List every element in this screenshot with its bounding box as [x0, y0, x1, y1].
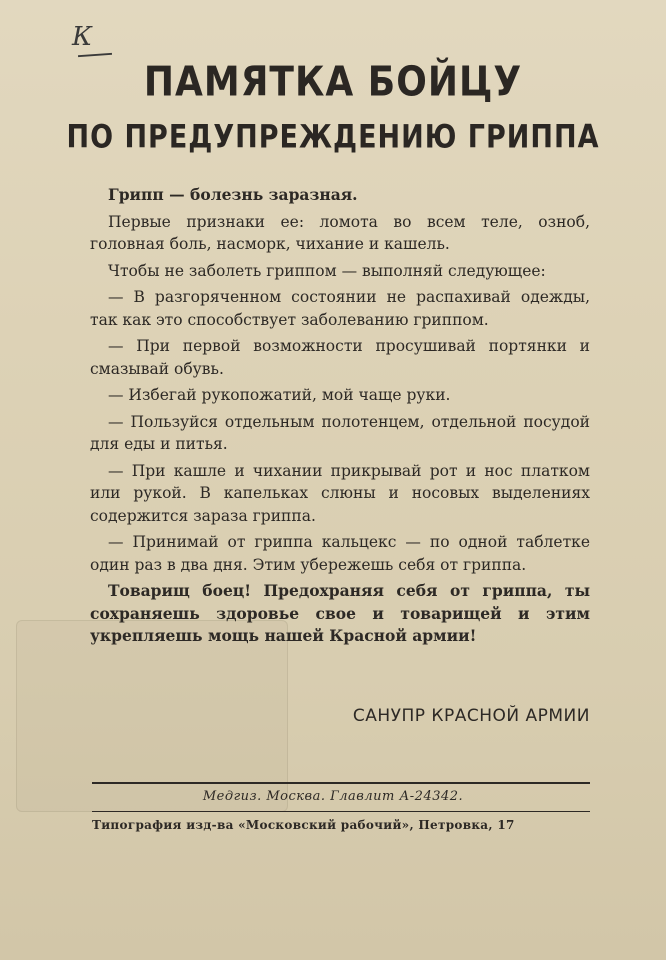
rule-item-5: — При кашле и чихании прикрывай рот и нос платком или рукой. В капельках слюны и носовых выделениях содержится зараза гриппа.	[90, 461, 590, 525]
divider-top	[92, 782, 590, 784]
rule-item-4: — Пользуйся отдельным полотенцем, отдельной посудой для еды и питья.	[90, 412, 590, 453]
title-line-2: ПО ПРЕДУПРЕЖДЕНИЮ ГРИППА	[66, 118, 600, 157]
divider-bottom	[92, 811, 590, 812]
handwritten-mark: К	[72, 22, 93, 52]
rule-item-3: — Избегай рукопожатий, мой чаще руки.	[108, 386, 451, 404]
paragraph-appeal: Товарищ боец! Предохраняя себя от гриппа, ты сохраняешь здоровье свое и товарищей и этим укрепляешь мощь нашей Красной армии!	[90, 581, 590, 645]
imprint-publisher: Медгиз. Москва. Главлит А-24342.	[202, 789, 464, 804]
rule-item-6: — Принимай от гриппа кальцекс — по одной таблетке один раз в два дня. Этим убережешь себя от гриппа.	[90, 533, 590, 574]
signature: САНУПР КРАСНОЙ АРМИИ	[352, 706, 590, 726]
imprint-printer: Типография изд-ва «Московский рабочий», Петровка, 17	[92, 818, 515, 832]
rule-item-1: — В разгоряченном состоянии не распахивай одежды, так как это способствует заболеванию гриппом.	[90, 288, 590, 329]
rule-item-2: — При первой возможности просушивай портянки и смазывай обувь.	[90, 337, 590, 378]
body-text	[90, 184, 590, 648]
paragraph-symptoms: Первые признаки ее: ломота во всем теле, озноб, головная боль, насморк, чихание и кашель.	[90, 212, 590, 253]
paragraph-instructions: Чтобы не заболеть гриппом — выполняй следующее:	[108, 261, 546, 280]
title-line-1: ПАМЯТКА БОЙЦУ	[143, 58, 523, 107]
paragraph-intro: Грипп — болезнь заразная.	[108, 185, 358, 204]
